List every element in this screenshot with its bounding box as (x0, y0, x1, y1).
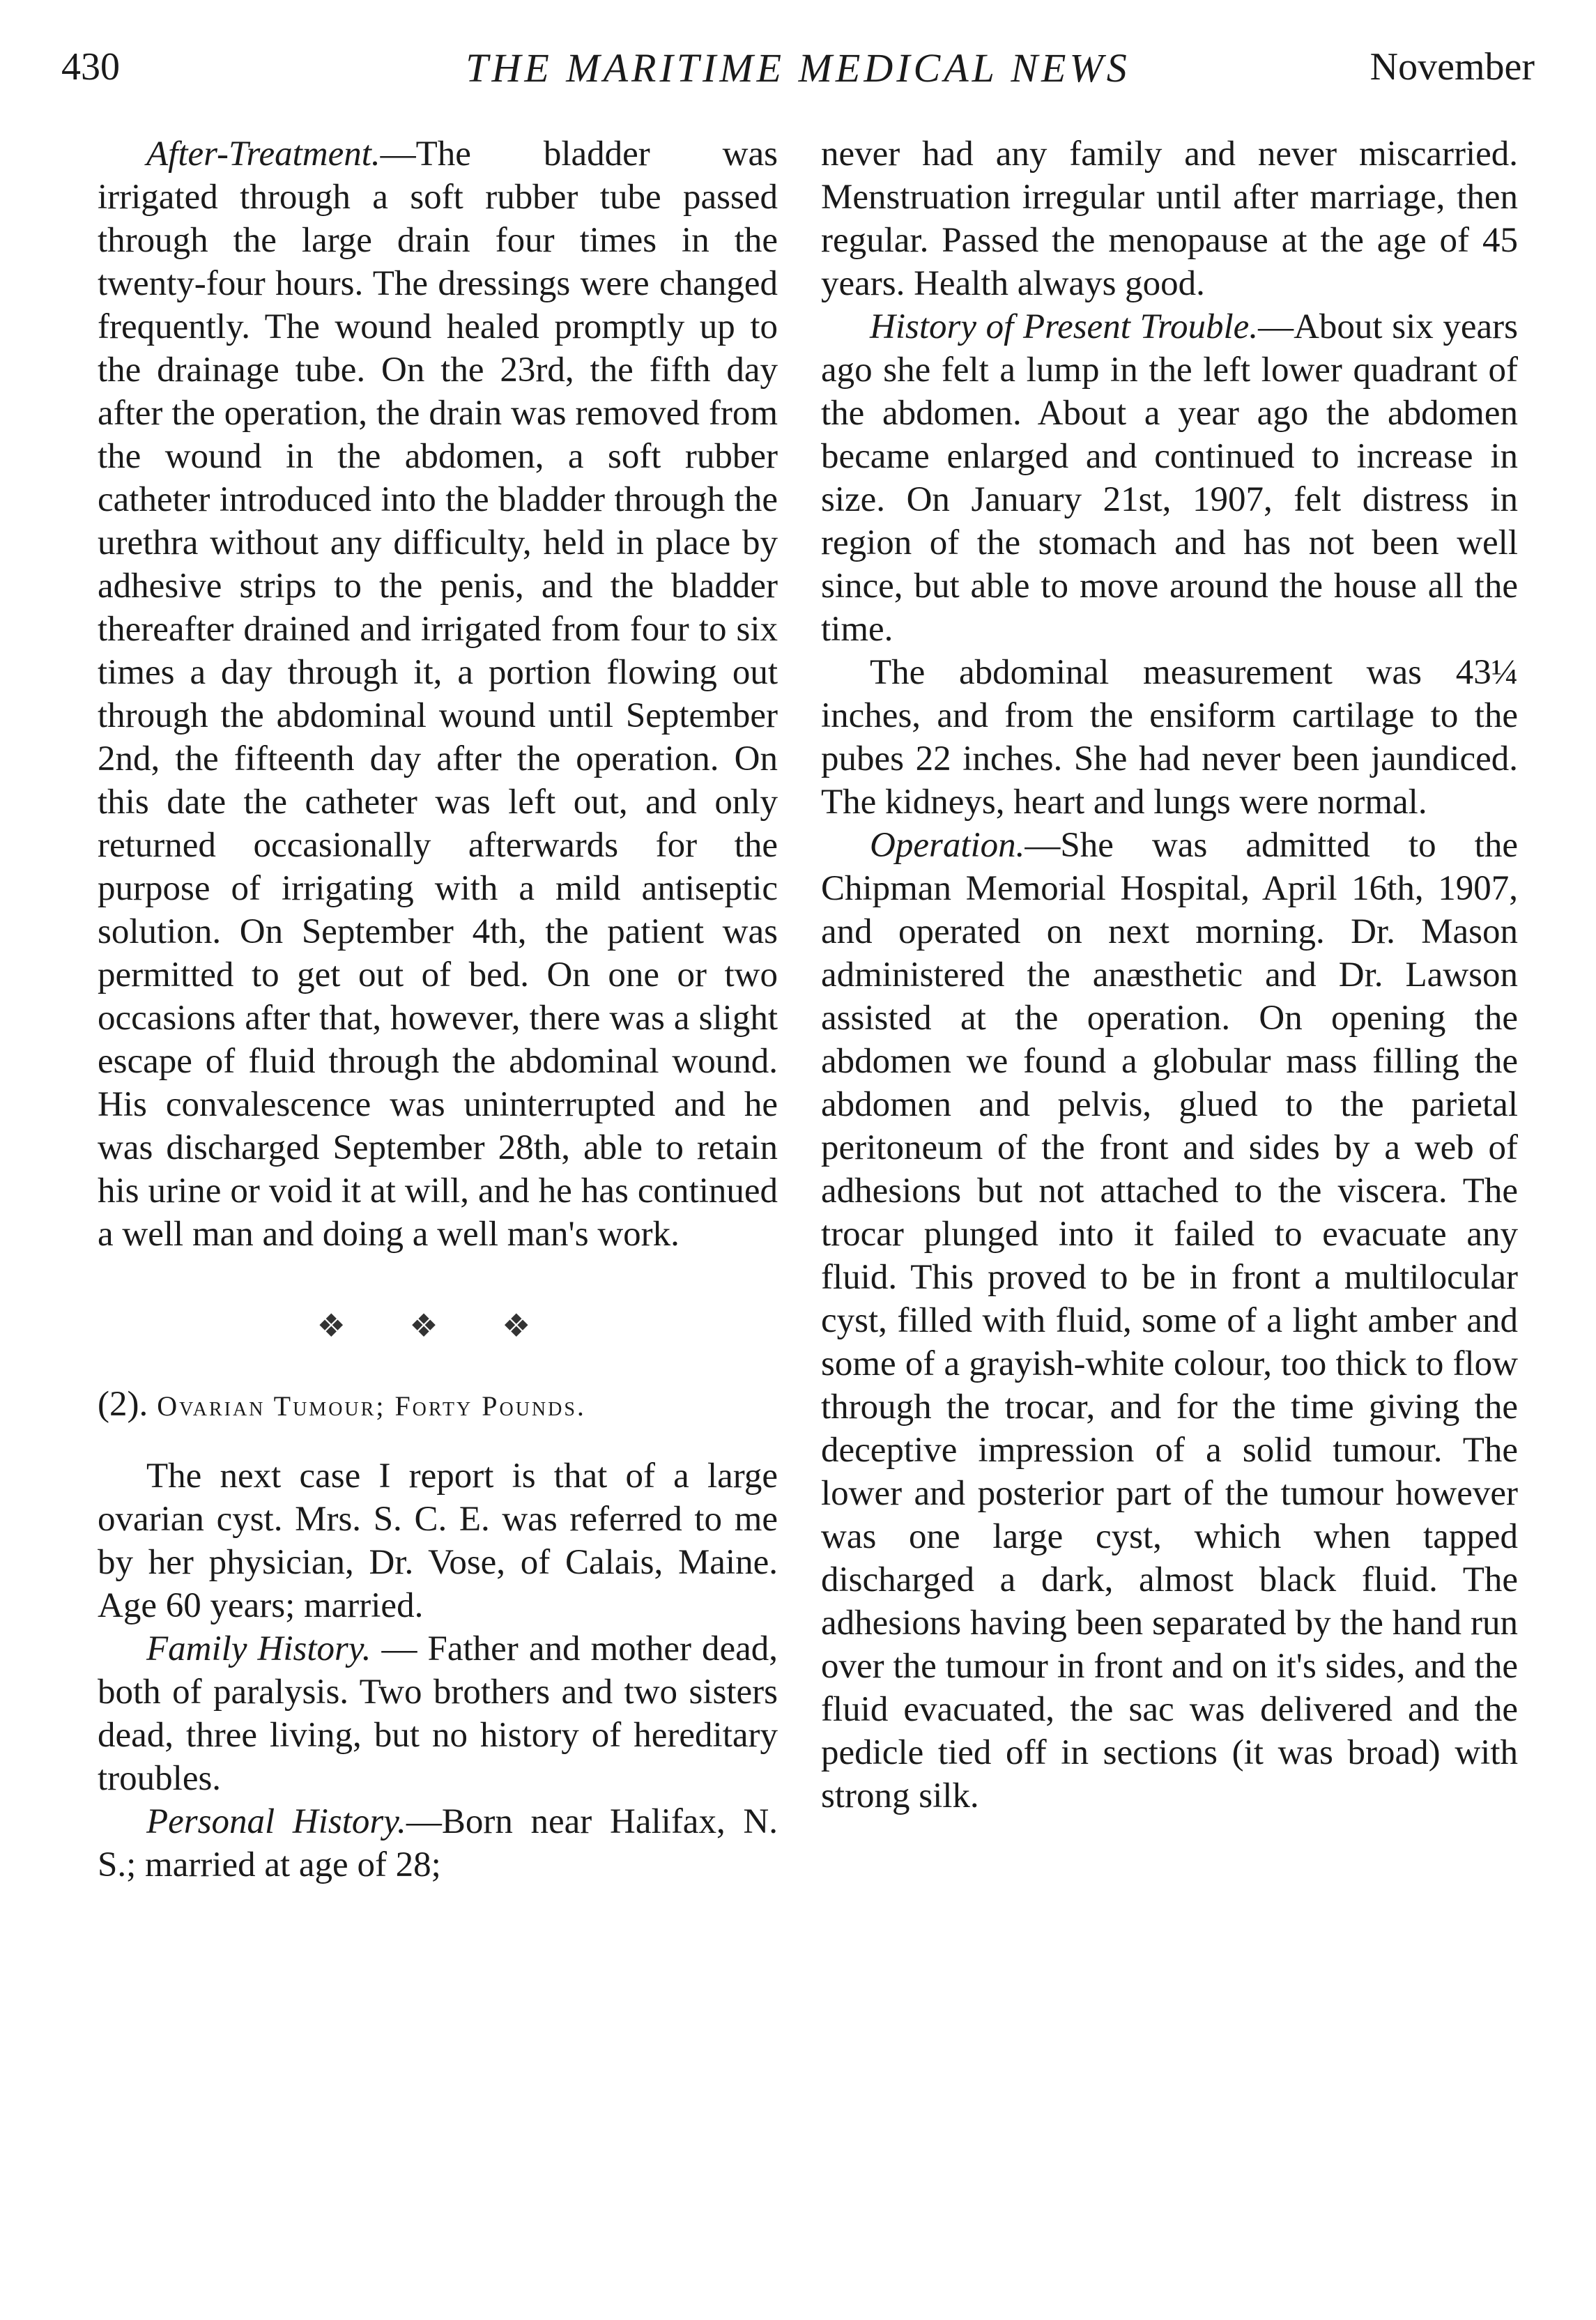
after-treatment-paragraph (98, 132, 778, 1256)
operation-heading: Operation. (870, 826, 1025, 865)
case-intro-paragraph: The next case I report is that of a large ovarian cyst. Mrs. S. C. E. was referred to me by her physician, Dr. Vose, of Calais, Maine. Age 60 years; married. (98, 1457, 778, 1625)
right-column (821, 132, 1518, 1818)
after-treatment-text: —The bladder was irrigated through a soft rubber tube passed through the large drain four times in the twenty-four hours. The dressings were changed frequently. The wound healed promptly up to the drainage tube. On the 23rd, the fifth day after the operation, the drain was removed from the wound in the abdomen, a soft rubber catheter introduced into the bladder through the urethra without any difficulty, held in place by adhesive strips to the penis, and the bladder thereafter drained and irrigated from four to six times a day through it, a portion flowing out through the abdominal wound until September 2nd, the fifteenth day after the operation. On this date the catheter was left out, and only returned occasionally afterwards for the purpose of irrigating with a mild antiseptic solution. On September 4th, the patient was permitted to get out of bed. On one or two occasions after that, however, there was a slight escape of fluid through the abdominal wound. His convalescence was uninterrupted and he was discharged September 28th, able to retain his urine or void it at will, and he has continued a well man and doing a well man's work. (98, 135, 778, 1254)
case-number: (2). (98, 1385, 148, 1424)
running-head (61, 45, 1535, 100)
present-trouble-text: —About six years ago she felt a lump in the left lower quadrant of the abdomen. About a year ago the abdomen became enlarged and continued to increase in size. On January 21st, 1907, felt distress in region of the stomach and has not been well since, but able to move around the house all the time. (821, 307, 1518, 649)
issue-month: November (1369, 45, 1535, 89)
measurement-paragraph: The abdominal measurement was 43¼ inches, and from the ensiform cartilage to the pubes 22 inches. She had never been jaundiced. The kidneys, heart and lungs were normal. (821, 653, 1518, 822)
page-number: 430 (61, 45, 120, 89)
personal-history-paragraph (98, 1800, 778, 1887)
after-treatment-heading: After-Treatment. (146, 135, 381, 174)
family-history-heading: Family History. (146, 1629, 371, 1668)
journal-title: THE MARITIME MEDICAL NEWS (466, 45, 1130, 91)
continuation-paragraph: never had any family and never miscarried. Menstruation irregular until after marriage, then regular. Passed the menopause at the age of 45 years. Health always good. (821, 135, 1518, 303)
section-ornament: ❖ ❖ ❖ (316, 1308, 559, 1344)
case-title: Ovarian Tumour; Forty Pounds. (157, 1390, 586, 1422)
left-column (98, 132, 778, 1887)
present-trouble-heading: History of Present Trouble. (870, 307, 1259, 346)
case-heading (98, 1383, 778, 1428)
family-history-paragraph (98, 1627, 778, 1800)
personal-history-text: —Born near Halifax, N. S.; married at age of 28; (98, 1802, 778, 1884)
present-trouble-paragraph (821, 305, 1518, 651)
personal-history-heading: Personal History. (146, 1802, 406, 1841)
family-history-text: — Father and mother dead, both of paralysis. Two brothers and two sisters dead, three living, but no history of hereditary troubles. (98, 1629, 778, 1798)
operation-paragraph (821, 824, 1518, 1818)
operation-text: —She was admitted to the Chipman Memorial Hospital, April 16th, 1907, and operated on next morning. Dr. Mason administered the anæsthetic and Dr. Lawson assisted at the operation. On opening the abdomen we found a globular mass filling the abdomen and pelvis, glued to the parietal peritoneum of the front and sides by a web of adhesions but not attached to the viscera. The trocar plunged into it failed to evacuate any fluid. This proved to be in front a multilocular cyst, filled with fluid, some of a light amber and some of a grayish-white colour, too thick to flow through the trocar, and for the time giving the deceptive impression of a solid tumour. The lower and posterior part of the tumour however was one large cyst, which when tapped discharged a dark, almost black fluid. The adhesions having been separated by the hand run over the tumour in front and on it's sides, and the fluid evacuated, the sac was delivered and the pedicle tied off in sections (it was broad) with strong silk. (821, 826, 1518, 1815)
